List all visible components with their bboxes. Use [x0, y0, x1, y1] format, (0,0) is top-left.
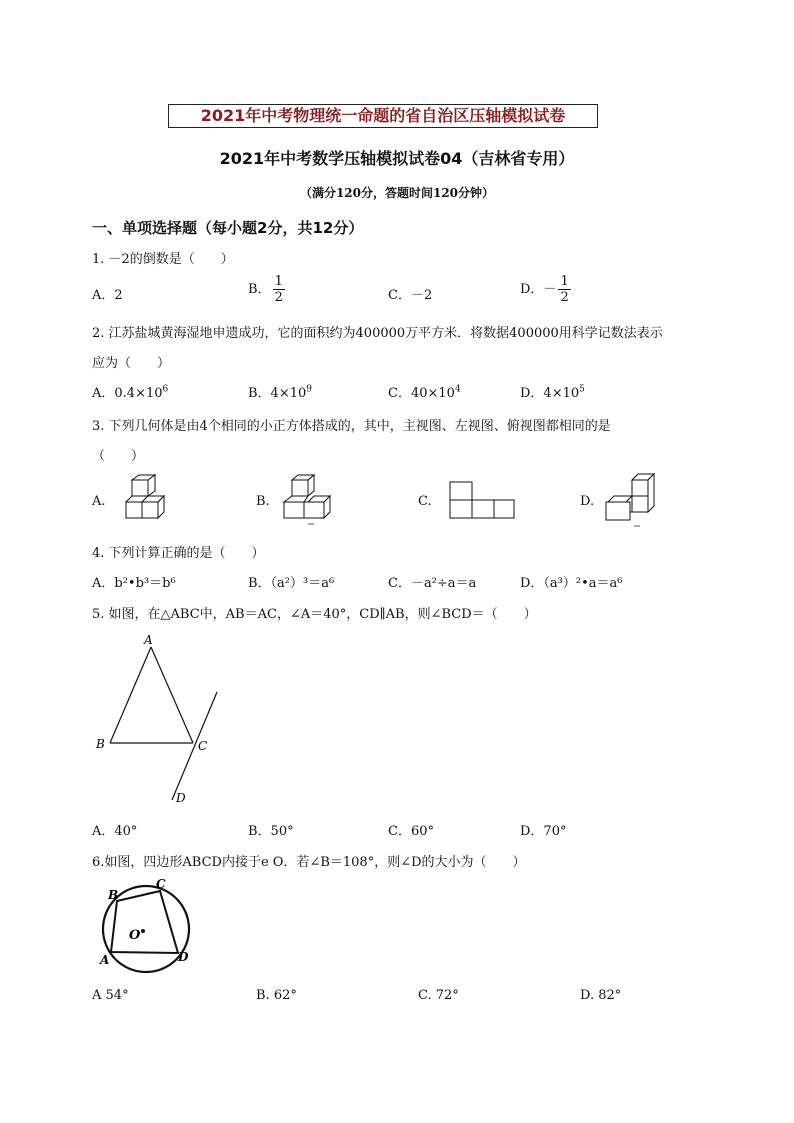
exam-title: 2021年中考数学压轴模拟试卷04（吉林省专用）	[219, 149, 575, 168]
question-6-option-b: B. 62°	[256, 988, 297, 1003]
exam-banner: 2021年中考物理统一命题的省自治区压轴模拟试卷	[168, 104, 598, 128]
circle-figure	[96, 876, 206, 976]
question-3-option-b: B.	[256, 494, 270, 509]
question-2-option-a: A．$0.4\times 10^6$	[92, 384, 169, 401]
option-label: B．	[248, 282, 271, 297]
question-6-option-c: C. 72°	[418, 988, 459, 1003]
center-label-o: O	[129, 928, 141, 943]
question-3-option-a: A.	[92, 494, 106, 509]
fraction: $\frac{1}{2}$	[274, 274, 283, 305]
question-3-stem-line-2: （ ）	[92, 449, 145, 464]
section-heading: 一、单项选择题（每小题2分，共12分）	[92, 219, 364, 237]
cube-figure-c	[446, 474, 518, 526]
question-4-option-c: C．－a²÷a＝a	[388, 576, 477, 591]
question-1-stem: 1. －2的倒数是（ ）	[92, 252, 234, 267]
question-1-option-c: C．－2	[388, 288, 433, 303]
question-3-option-c: C.	[418, 494, 432, 509]
question-4-option-d: D．（a³）²•a＝a⁶	[520, 576, 623, 591]
option-label: D．－	[520, 282, 557, 297]
cube-figure-a	[120, 472, 180, 528]
vertex-label-b: B	[96, 737, 105, 751]
question-5-option-a: A．40°	[92, 824, 138, 839]
vertex-label-d: D	[178, 950, 189, 964]
vertex-label-c: C	[156, 877, 166, 891]
vertex-label-d: D	[176, 791, 186, 805]
cube-figure-b	[282, 472, 342, 528]
question-5-option-b: B．50°	[248, 824, 294, 839]
question-2-option-c: C．$40\times 10^4$	[388, 384, 461, 401]
vertex-label-a: A	[100, 953, 110, 967]
triangle-figure	[90, 630, 240, 810]
cube-figure-d	[602, 470, 666, 528]
question-4-stem: 4. 下列计算正确的是（ ）	[92, 546, 265, 561]
question-2-stem-line-1: 2. 江苏盐城黄海湿地申遗成功，它的面积约为400000万平方米．将数据400000用科学记数法表示	[92, 326, 663, 341]
question-5-option-c: C．60°	[388, 824, 434, 839]
question-1-option-d	[520, 274, 571, 305]
question-2-stem-line-2: 应为（ ）	[92, 356, 171, 371]
vertex-label-b: B	[108, 888, 119, 902]
question-1-option-a: A．2	[92, 288, 123, 303]
exam-subtitle: （满分120分，答题时间120分钟）	[299, 186, 495, 200]
question-5-stem: 5. 如图，在△ABC中，AB＝AC，∠A＝40°，CD∥AB，则∠BCD＝（ ）	[92, 607, 537, 622]
vertex-label-c: C	[198, 739, 208, 753]
question-5-option-d: D．70°	[520, 824, 567, 839]
fraction: $\frac{1}{2}$	[560, 274, 569, 305]
question-3-stem-line-1: 3. 下列几何体是由4个相同的小正方体搭成的，其中，主视图、左视图、俯视图都相同的是	[92, 419, 611, 434]
question-2-option-b: B．$4\times 10^9$	[248, 384, 312, 401]
question-6-option-a: A 54°	[92, 988, 129, 1003]
question-6-stem: 6.如图，四边形ABCD内接于e O．若∠B＝108°，则∠D的大小为（ ）	[92, 855, 526, 870]
question-1-option-b	[248, 274, 285, 305]
vertex-label-a: A	[144, 633, 153, 647]
question-6-option-d: D. 82°	[580, 988, 622, 1003]
question-4-option-a: A．b²•b³＝b⁶	[92, 576, 176, 591]
question-2-option-d: D．$4\times 10^5$	[520, 384, 585, 401]
question-3-option-d: D.	[580, 494, 595, 509]
question-4-option-b: B．（a²）³＝a⁶	[248, 576, 335, 591]
